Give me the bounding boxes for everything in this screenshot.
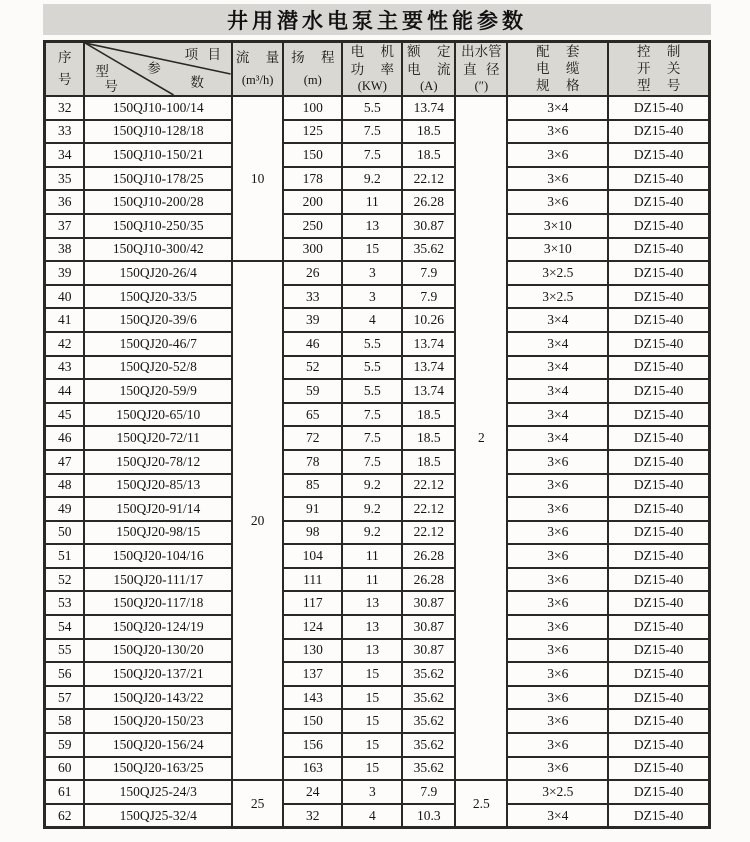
- cell-head: 52: [283, 356, 342, 380]
- col-header-switch-line1: 控 制: [636, 43, 681, 59]
- cell-power: 7.5: [342, 120, 402, 144]
- cell-cable: 3×4: [507, 308, 608, 332]
- cell-serial: 32: [45, 96, 85, 120]
- col-header-current: [402, 42, 455, 97]
- cell-model: 150QJ20-78/12: [84, 450, 232, 474]
- table-row: [45, 426, 710, 450]
- cell-head: 26: [283, 261, 342, 285]
- diagonal-label-model-1: 型: [95, 64, 109, 79]
- col-header-cable-line1: 配 套: [536, 43, 580, 59]
- cell-diameter-merged: 2.5: [455, 780, 507, 828]
- cell-switch: DZ15-40: [608, 379, 709, 403]
- cell-power: 5.5: [342, 356, 402, 380]
- cell-model: 150QJ20-124/19: [84, 615, 232, 639]
- cell-cable: 3×6: [507, 709, 608, 733]
- cell-cable: 3×6: [507, 167, 608, 191]
- cell-power: 13: [342, 639, 402, 663]
- cell-head: 143: [283, 686, 342, 710]
- cell-cable: 3×6: [507, 686, 608, 710]
- table-row: [45, 285, 710, 309]
- cell-current: 18.5: [402, 143, 455, 167]
- cell-switch: DZ15-40: [608, 450, 709, 474]
- col-header-flow-unit: (m³/h): [241, 73, 274, 88]
- table-row: [45, 450, 710, 474]
- cell-cable: 3×4: [507, 379, 608, 403]
- cell-cable: 3×6: [507, 497, 608, 521]
- col-header-diameter-line1: 出水管: [461, 44, 502, 60]
- cell-current: 26.28: [402, 190, 455, 214]
- col-header-cable: [507, 42, 608, 97]
- table-row: [45, 639, 710, 663]
- cell-serial: 35: [45, 167, 85, 191]
- cell-current: 18.5: [402, 450, 455, 474]
- col-header-serial: [45, 42, 85, 97]
- col-header-switch-line3: 型 号: [636, 77, 681, 93]
- cell-switch: DZ15-40: [608, 308, 709, 332]
- cell-switch: DZ15-40: [608, 426, 709, 450]
- cell-model: 150QJ20-39/6: [84, 308, 232, 332]
- cell-cable: 3×6: [507, 733, 608, 757]
- cell-head: 91: [283, 497, 342, 521]
- col-header-head-label: 扬 程: [291, 49, 335, 65]
- cell-model: 150QJ10-128/18: [84, 120, 232, 144]
- table-row: [45, 167, 710, 191]
- cell-head: 111: [283, 568, 342, 592]
- cell-model: 150QJ20-72/11: [84, 426, 232, 450]
- cell-power: 4: [342, 804, 402, 828]
- cell-serial: 36: [45, 190, 85, 214]
- cell-serial: 40: [45, 285, 85, 309]
- cell-power: 3: [342, 285, 402, 309]
- cell-head: 300: [283, 238, 342, 262]
- table-row: [45, 96, 710, 120]
- cell-current: 35.62: [402, 709, 455, 733]
- cell-cable: 3×10: [507, 238, 608, 262]
- cell-serial: 49: [45, 497, 85, 521]
- table-header-row: [45, 42, 710, 97]
- cell-head: 33: [283, 285, 342, 309]
- table-row: [45, 780, 710, 804]
- col-header-power-line1: 电 机: [350, 44, 394, 60]
- cell-model: 150QJ20-26/4: [84, 261, 232, 285]
- cell-model: 150QJ10-178/25: [84, 167, 232, 191]
- cell-model: 150QJ20-117/18: [84, 591, 232, 615]
- cell-current: 35.62: [402, 686, 455, 710]
- cell-current: 18.5: [402, 120, 455, 144]
- col-header-diameter-line2: 直 径: [463, 61, 500, 77]
- cell-flow-merged: 10: [232, 96, 283, 261]
- cell-current: 13.74: [402, 356, 455, 380]
- cell-switch: DZ15-40: [608, 804, 709, 828]
- cell-serial: 37: [45, 214, 85, 238]
- cell-power: 7.5: [342, 143, 402, 167]
- cell-current: 7.9: [402, 261, 455, 285]
- cell-flow-merged: 20: [232, 261, 283, 780]
- cell-model: 150QJ20-65/10: [84, 403, 232, 427]
- cell-switch: DZ15-40: [608, 167, 709, 191]
- cell-head: 98: [283, 521, 342, 545]
- cell-model: 150QJ20-85/13: [84, 474, 232, 498]
- cell-head: 156: [283, 733, 342, 757]
- cell-current: 22.12: [402, 474, 455, 498]
- col-header-power: [342, 42, 402, 97]
- cell-current: 22.12: [402, 497, 455, 521]
- cell-head: 104: [283, 544, 342, 568]
- table-row: [45, 568, 710, 592]
- cell-head: 150: [283, 143, 342, 167]
- table-row: [45, 497, 710, 521]
- col-header-serial-line2: 号: [57, 72, 72, 88]
- cell-power: 9.2: [342, 167, 402, 191]
- cell-current: 35.62: [402, 757, 455, 781]
- cell-power: 15: [342, 686, 402, 710]
- cell-current: 22.12: [402, 521, 455, 545]
- cell-current: 7.9: [402, 780, 455, 804]
- cell-switch: DZ15-40: [608, 332, 709, 356]
- col-header-diameter: [455, 42, 507, 97]
- cell-switch: DZ15-40: [608, 615, 709, 639]
- cell-head: 85: [283, 474, 342, 498]
- cell-current: 18.5: [402, 426, 455, 450]
- cell-head: 72: [283, 426, 342, 450]
- cell-power: 13: [342, 591, 402, 615]
- cell-serial: 41: [45, 308, 85, 332]
- cell-model: 150QJ20-156/24: [84, 733, 232, 757]
- cell-cable: 3×4: [507, 356, 608, 380]
- cell-current: 10.26: [402, 308, 455, 332]
- diagonal-label-param-2: 数: [190, 75, 204, 90]
- cell-model: 150QJ10-150/21: [84, 143, 232, 167]
- table-row: [45, 521, 710, 545]
- cell-power: 13: [342, 214, 402, 238]
- table-row: [45, 544, 710, 568]
- cell-current: 30.87: [402, 214, 455, 238]
- table-row: [45, 261, 710, 285]
- cell-head: 250: [283, 214, 342, 238]
- table-row: [45, 804, 710, 828]
- cell-serial: 47: [45, 450, 85, 474]
- cell-current: 7.9: [402, 285, 455, 309]
- cell-current: 35.62: [402, 733, 455, 757]
- title-bar: [43, 4, 711, 35]
- cell-power: 13: [342, 615, 402, 639]
- cell-serial: 46: [45, 426, 85, 450]
- table-row: [45, 356, 710, 380]
- cell-head: 124: [283, 615, 342, 639]
- col-header-current-line2: 电 流: [407, 61, 451, 77]
- col-header-model-diagonal: [84, 42, 232, 97]
- diagonal-label-param-1: 参: [147, 61, 161, 76]
- cell-cable: 3×6: [507, 591, 608, 615]
- cell-power: 5.5: [342, 379, 402, 403]
- cell-current: 30.87: [402, 639, 455, 663]
- col-header-cable-line3: 规 格: [536, 77, 580, 93]
- cell-model: 150QJ10-250/35: [84, 214, 232, 238]
- cell-head: 130: [283, 639, 342, 663]
- cell-cable: 3×10: [507, 214, 608, 238]
- cell-model: 150QJ20-104/16: [84, 544, 232, 568]
- cell-cable: 3×2.5: [507, 780, 608, 804]
- table-row: [45, 120, 710, 144]
- table-row: [45, 143, 710, 167]
- cell-serial: 53: [45, 591, 85, 615]
- cell-power: 11: [342, 544, 402, 568]
- cell-power: 15: [342, 709, 402, 733]
- cell-cable: 3×6: [507, 450, 608, 474]
- cell-serial: 55: [45, 639, 85, 663]
- col-header-current-unit: (A): [420, 78, 438, 93]
- cell-model: 150QJ20-163/25: [84, 757, 232, 781]
- diagonal-label-model-2: 号: [104, 79, 118, 94]
- cell-serial: 58: [45, 709, 85, 733]
- cell-serial: 59: [45, 733, 85, 757]
- cell-switch: DZ15-40: [608, 686, 709, 710]
- cell-switch: DZ15-40: [608, 356, 709, 380]
- cell-cable: 3×4: [507, 426, 608, 450]
- cell-switch: DZ15-40: [608, 639, 709, 663]
- cell-power: 15: [342, 733, 402, 757]
- cell-head: 137: [283, 662, 342, 686]
- cell-power: 11: [342, 190, 402, 214]
- cell-model: 150QJ20-59/9: [84, 379, 232, 403]
- table-row: [45, 615, 710, 639]
- cell-model: 150QJ20-46/7: [84, 332, 232, 356]
- col-header-head-unit: (m): [303, 73, 322, 88]
- cell-model: 150QJ20-150/23: [84, 709, 232, 733]
- table-row: [45, 190, 710, 214]
- table-row: [45, 591, 710, 615]
- cell-switch: DZ15-40: [608, 757, 709, 781]
- cell-head: 24: [283, 780, 342, 804]
- cell-switch: DZ15-40: [608, 544, 709, 568]
- cell-switch: DZ15-40: [608, 96, 709, 120]
- cell-serial: 39: [45, 261, 85, 285]
- table-row: [45, 308, 710, 332]
- cell-power: 15: [342, 662, 402, 686]
- cell-current: 13.74: [402, 332, 455, 356]
- col-header-switch: [608, 42, 709, 97]
- cell-switch: DZ15-40: [608, 662, 709, 686]
- cell-power: 15: [342, 757, 402, 781]
- cell-head: 125: [283, 120, 342, 144]
- table-row: [45, 214, 710, 238]
- cell-power: 4: [342, 308, 402, 332]
- cell-head: 163: [283, 757, 342, 781]
- col-header-flow-label: 流 量: [235, 49, 280, 65]
- cell-model: 150QJ20-137/21: [84, 662, 232, 686]
- cell-model: 150QJ20-111/17: [84, 568, 232, 592]
- table-row: [45, 238, 710, 262]
- cell-head: 39: [283, 308, 342, 332]
- cell-head: 178: [283, 167, 342, 191]
- cell-serial: 33: [45, 120, 85, 144]
- cell-cable: 3×4: [507, 804, 608, 828]
- col-header-serial-line1: 序: [57, 49, 72, 65]
- cell-power: 9.2: [342, 521, 402, 545]
- cell-switch: DZ15-40: [608, 190, 709, 214]
- col-header-diameter-unit: (″): [474, 78, 489, 93]
- cell-cable: 3×6: [507, 757, 608, 781]
- cell-diameter-merged: 2: [455, 96, 507, 780]
- cell-current: 10.3: [402, 804, 455, 828]
- table-row: [45, 379, 710, 403]
- table-row: [45, 332, 710, 356]
- cell-model: 150QJ10-200/28: [84, 190, 232, 214]
- cell-switch: DZ15-40: [608, 285, 709, 309]
- cell-switch: DZ15-40: [608, 143, 709, 167]
- cell-cable: 3×6: [507, 521, 608, 545]
- cell-cable: 3×6: [507, 120, 608, 144]
- cell-cable: 3×2.5: [507, 285, 608, 309]
- cell-head: 65: [283, 403, 342, 427]
- cell-power: 9.2: [342, 474, 402, 498]
- cell-switch: DZ15-40: [608, 261, 709, 285]
- cell-power: 7.5: [342, 426, 402, 450]
- cell-cable: 3×4: [507, 96, 608, 120]
- table-row: [45, 733, 710, 757]
- cell-cable: 3×6: [507, 662, 608, 686]
- col-header-flow: [232, 42, 283, 97]
- cell-cable: 3×6: [507, 544, 608, 568]
- cell-cable: 3×2.5: [507, 261, 608, 285]
- cell-power: 15: [342, 238, 402, 262]
- col-header-current-line1: 额 定: [407, 44, 451, 60]
- table-row: [45, 474, 710, 498]
- cell-cable: 3×6: [507, 474, 608, 498]
- cell-switch: DZ15-40: [608, 780, 709, 804]
- cell-head: 32: [283, 804, 342, 828]
- col-header-head: [283, 42, 342, 97]
- cell-power: 5.5: [342, 96, 402, 120]
- cell-serial: 60: [45, 757, 85, 781]
- table-row: [45, 662, 710, 686]
- cell-cable: 3×4: [507, 403, 608, 427]
- table-row: [45, 403, 710, 427]
- cell-serial: 57: [45, 686, 85, 710]
- cell-serial: 42: [45, 332, 85, 356]
- cell-model: 150QJ20-143/22: [84, 686, 232, 710]
- cell-power: 11: [342, 568, 402, 592]
- cell-switch: DZ15-40: [608, 403, 709, 427]
- cell-cable: 3×6: [507, 615, 608, 639]
- cell-current: 18.5: [402, 403, 455, 427]
- cell-serial: 52: [45, 568, 85, 592]
- cell-model: 150QJ20-98/15: [84, 521, 232, 545]
- cell-model: 150QJ25-24/3: [84, 780, 232, 804]
- cell-head: 150: [283, 709, 342, 733]
- cell-model: 150QJ10-100/14: [84, 96, 232, 120]
- cell-switch: DZ15-40: [608, 238, 709, 262]
- cell-current: 13.74: [402, 96, 455, 120]
- table-row: [45, 757, 710, 781]
- cell-model: 150QJ20-33/5: [84, 285, 232, 309]
- cell-serial: 61: [45, 780, 85, 804]
- cell-current: 22.12: [402, 167, 455, 191]
- table-row: [45, 686, 710, 710]
- cell-switch: DZ15-40: [608, 568, 709, 592]
- cell-flow-merged: 25: [232, 780, 283, 828]
- pump-parameters-table: [43, 40, 711, 829]
- col-header-cable-line2: 电 缆: [536, 60, 580, 76]
- cell-cable: 3×6: [507, 568, 608, 592]
- cell-current: 26.28: [402, 544, 455, 568]
- cell-serial: 38: [45, 238, 85, 262]
- page-title: 井用潜水电泵主要性能参数: [227, 9, 527, 33]
- cell-head: 117: [283, 591, 342, 615]
- cell-power: 7.5: [342, 403, 402, 427]
- cell-serial: 51: [45, 544, 85, 568]
- cell-serial: 62: [45, 804, 85, 828]
- cell-head: 46: [283, 332, 342, 356]
- cell-switch: DZ15-40: [608, 521, 709, 545]
- cell-power: 3: [342, 261, 402, 285]
- cell-serial: 44: [45, 379, 85, 403]
- diagonal-label-item: 项 目: [184, 47, 222, 62]
- cell-switch: DZ15-40: [608, 709, 709, 733]
- cell-model: 150QJ25-32/4: [84, 804, 232, 828]
- cell-model: 150QJ20-91/14: [84, 497, 232, 521]
- col-header-power-line2: 功 率: [350, 61, 394, 77]
- cell-switch: DZ15-40: [608, 733, 709, 757]
- cell-power: 7.5: [342, 450, 402, 474]
- cell-current: 30.87: [402, 591, 455, 615]
- cell-switch: DZ15-40: [608, 497, 709, 521]
- cell-cable: 3×6: [507, 190, 608, 214]
- cell-switch: DZ15-40: [608, 474, 709, 498]
- cell-model: 150QJ20-52/8: [84, 356, 232, 380]
- cell-model: 150QJ20-130/20: [84, 639, 232, 663]
- cell-current: 26.28: [402, 568, 455, 592]
- cell-model: 150QJ10-300/42: [84, 238, 232, 262]
- cell-switch: DZ15-40: [608, 120, 709, 144]
- cell-current: 35.62: [402, 238, 455, 262]
- cell-current: 13.74: [402, 379, 455, 403]
- cell-serial: 48: [45, 474, 85, 498]
- cell-switch: DZ15-40: [608, 591, 709, 615]
- cell-cable: 3×4: [507, 332, 608, 356]
- cell-serial: 50: [45, 521, 85, 545]
- cell-serial: 43: [45, 356, 85, 380]
- cell-cable: 3×6: [507, 143, 608, 167]
- cell-head: 100: [283, 96, 342, 120]
- cell-head: 78: [283, 450, 342, 474]
- cell-serial: 56: [45, 662, 85, 686]
- cell-power: 5.5: [342, 332, 402, 356]
- cell-head: 200: [283, 190, 342, 214]
- cell-serial: 54: [45, 615, 85, 639]
- cell-power: 9.2: [342, 497, 402, 521]
- cell-switch: DZ15-40: [608, 214, 709, 238]
- col-header-power-unit: (KW): [357, 78, 387, 93]
- cell-current: 30.87: [402, 615, 455, 639]
- cell-cable: 3×6: [507, 639, 608, 663]
- cell-head: 59: [283, 379, 342, 403]
- cell-current: 35.62: [402, 662, 455, 686]
- col-header-switch-line2: 开 关: [636, 60, 681, 76]
- cell-serial: 45: [45, 403, 85, 427]
- table-row: [45, 709, 710, 733]
- cell-serial: 34: [45, 143, 85, 167]
- cell-power: 3: [342, 780, 402, 804]
